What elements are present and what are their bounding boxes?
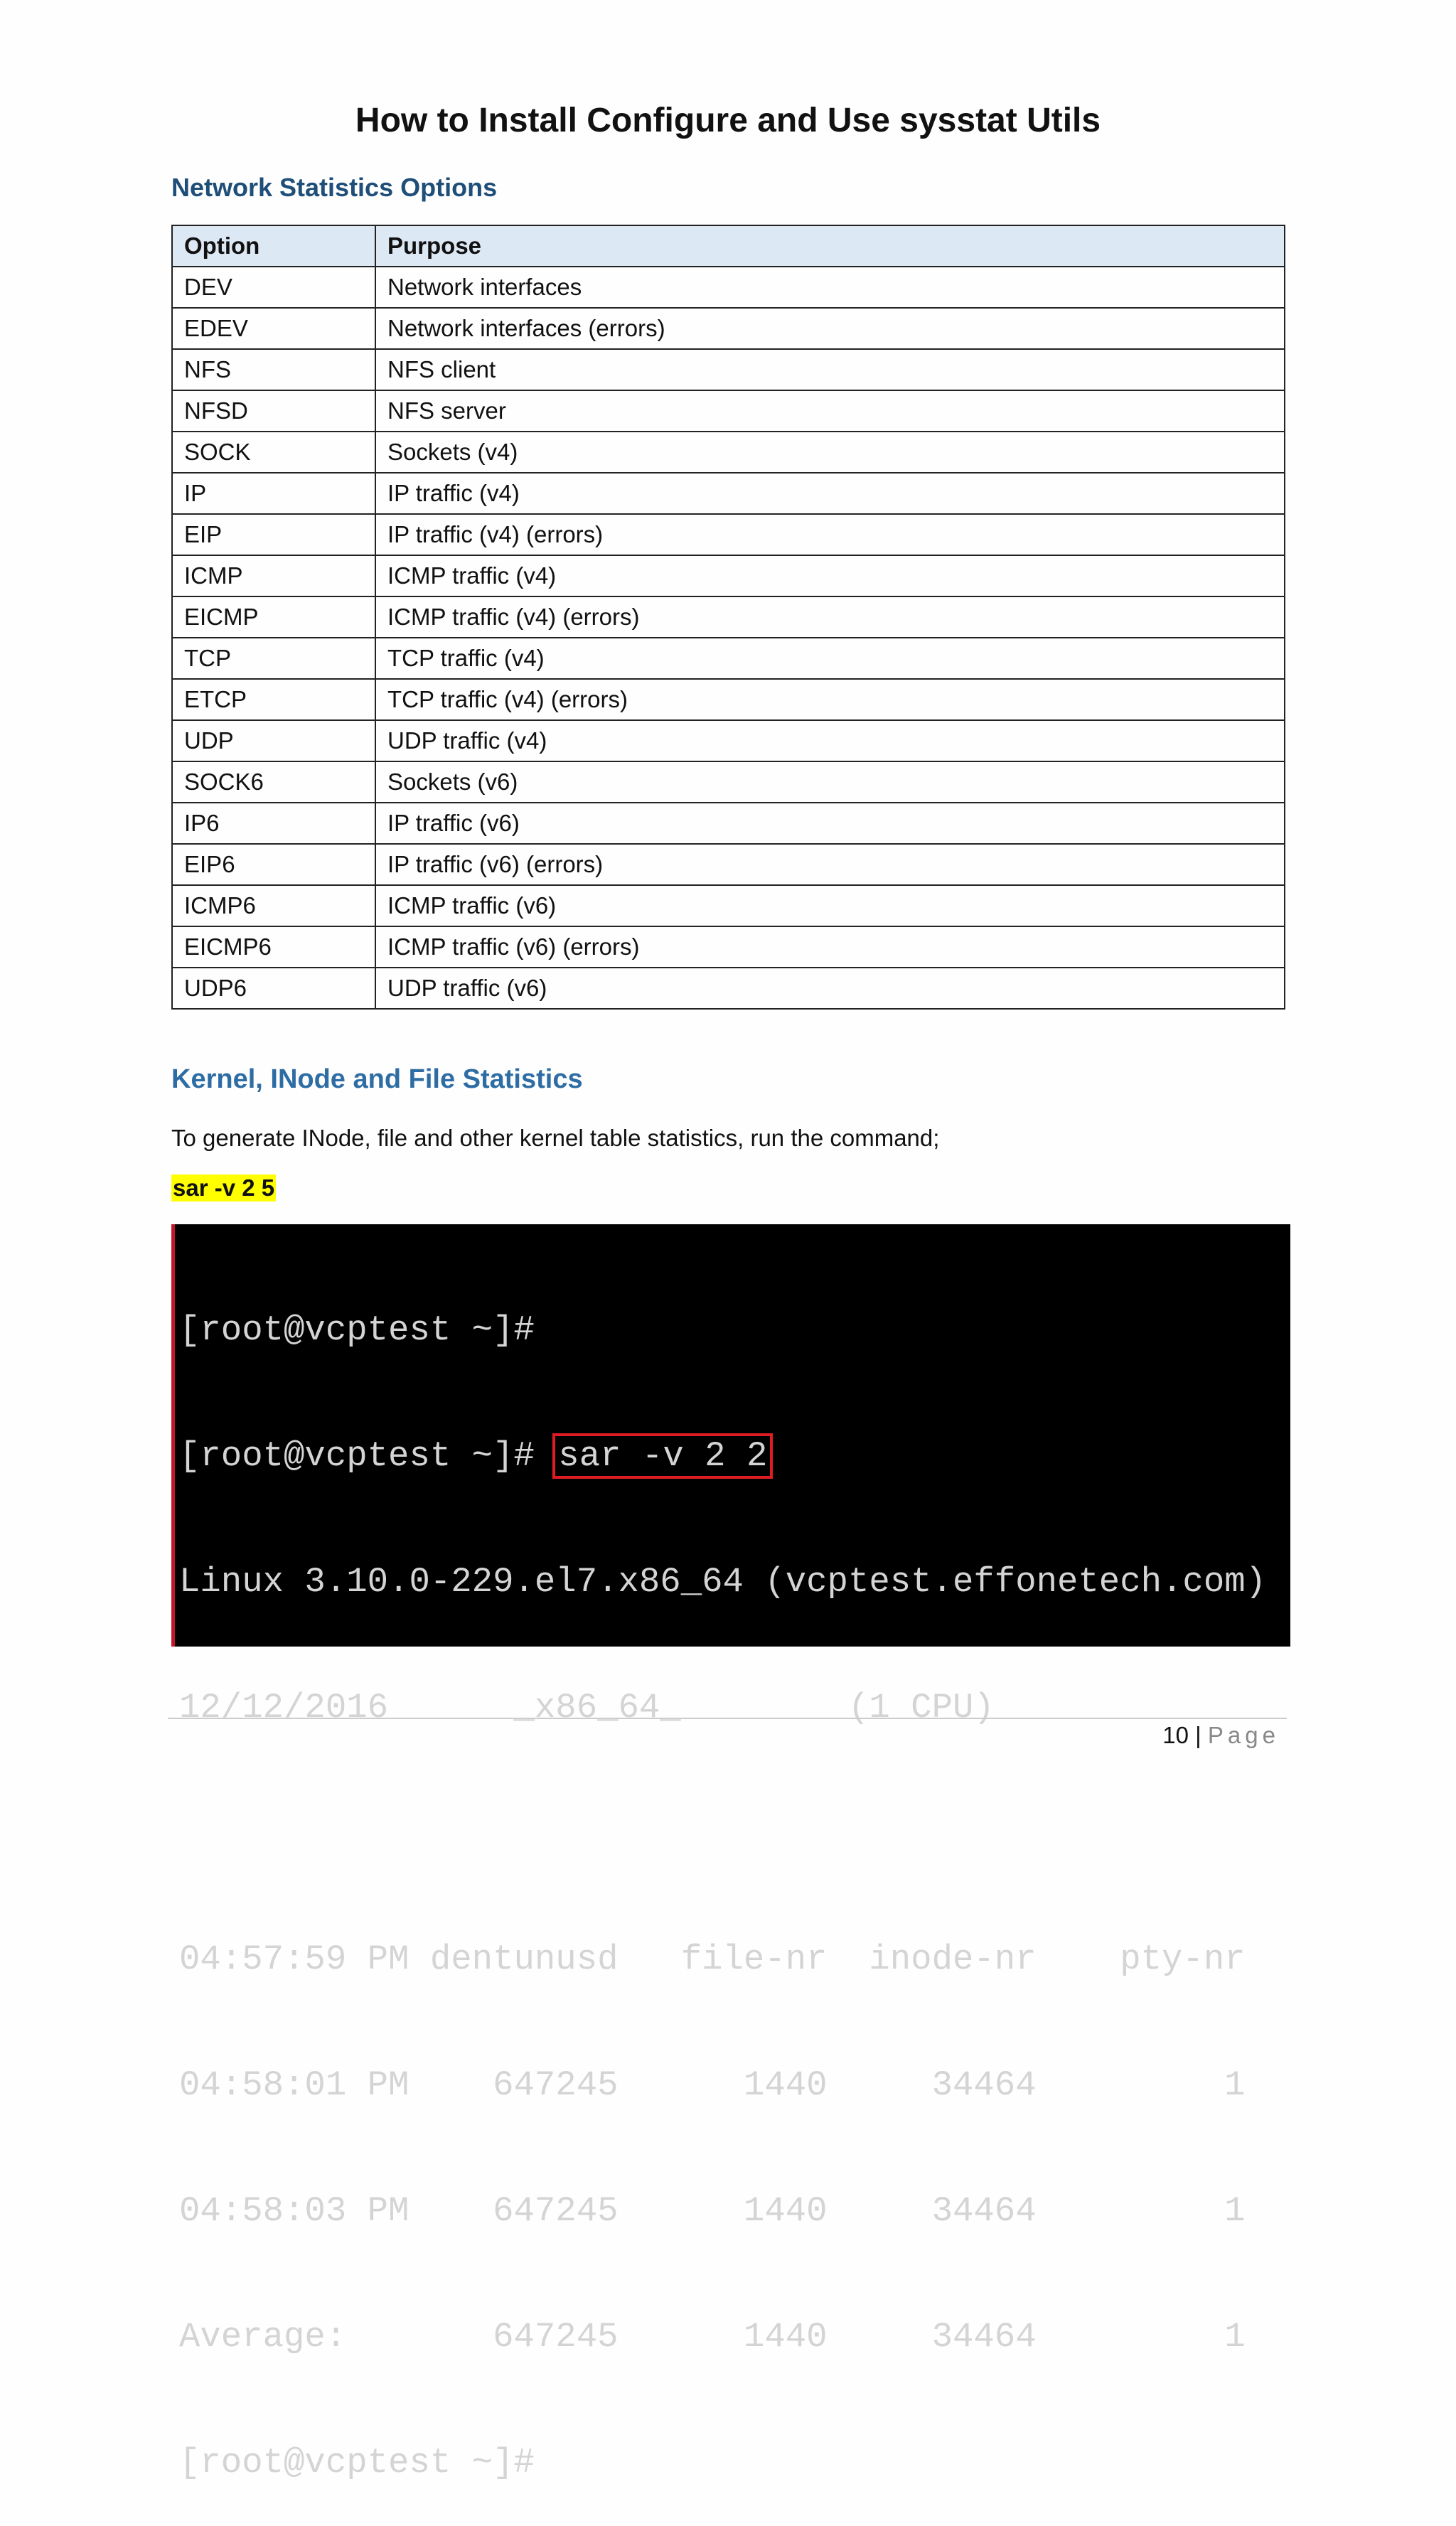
table-row xyxy=(172,555,1285,596)
terminal-line: Average: 647245 1440 34464 1 xyxy=(179,2317,1246,2357)
option-cell: EDEV xyxy=(172,308,375,349)
purpose-cell: Network interfaces xyxy=(375,267,1285,308)
purpose-cell: ICMP traffic (v6) (errors) xyxy=(375,926,1285,968)
table-row xyxy=(172,968,1285,1009)
instruction-paragraph: To generate INode, file and other kernel table statistics, run the command; xyxy=(171,1125,940,1151)
purpose-cell: Sockets (v6) xyxy=(375,761,1285,803)
option-cell: EICMP xyxy=(172,596,375,638)
terminal-line: [root@vcptest ~]# xyxy=(179,1310,535,1350)
purpose-cell: ICMP traffic (v6) xyxy=(375,885,1285,926)
terminal-prompt: [root@vcptest ~]# xyxy=(179,1436,556,1476)
table-row xyxy=(172,885,1285,926)
purpose-cell: IP traffic (v6) (errors) xyxy=(375,844,1285,885)
purpose-cell: ICMP traffic (v4) xyxy=(375,555,1285,596)
terminal-line: 04:58:03 PM 647245 1440 34464 1 xyxy=(179,2191,1246,2231)
section-heading-kernel: Kernel, INode and File Statistics xyxy=(171,1064,583,1094)
option-cell: NFSD xyxy=(172,390,375,432)
document-title: How to Install Configure and Use sysstat Utils xyxy=(355,102,1101,139)
highlighted-sar-command: sar -v 2 2 xyxy=(555,1436,770,1476)
footer-separator: | xyxy=(1195,1722,1201,1748)
purpose-cell: NFS server xyxy=(375,390,1285,432)
footer-divider xyxy=(168,1718,1287,1719)
table-row xyxy=(172,803,1285,844)
column-header-purpose: Purpose xyxy=(375,225,1285,267)
purpose-cell: Sockets (v4) xyxy=(375,432,1285,473)
terminal-line: [root@vcptest ~]# xyxy=(179,2443,535,2483)
section-heading-network: Network Statistics Options xyxy=(171,173,498,202)
table-row xyxy=(172,638,1285,679)
terminal-line: 12/12/2016 _x86_64_ (1 CPU) xyxy=(179,1688,995,1728)
option-cell: EIP6 xyxy=(172,844,375,885)
option-cell: ICMP6 xyxy=(172,885,375,926)
column-header-option: Option xyxy=(172,225,375,267)
option-cell: EICMP6 xyxy=(172,926,375,968)
terminal-line: 04:57:59 PM dentunusd file-nr inode-nr pty-nr xyxy=(179,1939,1246,1979)
option-cell: IP xyxy=(172,473,375,514)
page-number: 10 xyxy=(1162,1722,1189,1748)
purpose-cell: TCP traffic (v4) (errors) xyxy=(375,679,1285,720)
option-cell: DEV xyxy=(172,267,375,308)
purpose-cell: IP traffic (v4) (errors) xyxy=(375,514,1285,555)
purpose-cell: UDP traffic (v6) xyxy=(375,968,1285,1009)
purpose-cell: IP traffic (v4) xyxy=(375,473,1285,514)
purpose-cell: ICMP traffic (v4) (errors) xyxy=(375,596,1285,638)
purpose-cell: IP traffic (v6) xyxy=(375,803,1285,844)
option-cell: IP6 xyxy=(172,803,375,844)
option-cell: SOCK6 xyxy=(172,761,375,803)
table-header-row xyxy=(172,225,1285,267)
purpose-cell: NFS client xyxy=(375,349,1285,390)
terminal-line xyxy=(179,1813,1290,1855)
table-row xyxy=(172,596,1285,638)
purpose-cell: UDP traffic (v4) xyxy=(375,720,1285,761)
table-row xyxy=(172,473,1285,514)
table-row xyxy=(172,390,1285,432)
table-row xyxy=(172,432,1285,473)
option-cell: ICMP xyxy=(172,555,375,596)
terminal-line: Linux 3.10.0-229.el7.x86_64 (vcptest.effonetech.com) xyxy=(179,1562,1267,1602)
option-cell: EIP xyxy=(172,514,375,555)
purpose-cell: Network interfaces (errors) xyxy=(375,308,1285,349)
option-cell: ETCP xyxy=(172,679,375,720)
page-footer xyxy=(1162,1722,1280,1749)
table-row xyxy=(172,720,1285,761)
option-cell: UDP xyxy=(172,720,375,761)
option-cell: SOCK xyxy=(172,432,375,473)
table-row xyxy=(172,514,1285,555)
option-cell: TCP xyxy=(172,638,375,679)
table-row xyxy=(172,926,1285,968)
option-cell: NFS xyxy=(172,349,375,390)
table-row xyxy=(172,679,1285,720)
table-row xyxy=(172,844,1285,885)
table-row xyxy=(172,308,1285,349)
table-row xyxy=(172,349,1285,390)
table-row xyxy=(172,761,1285,803)
network-options-table xyxy=(171,225,1285,1010)
page-label: Page xyxy=(1207,1722,1280,1748)
terminal-line xyxy=(179,1435,1290,1477)
purpose-cell: TCP traffic (v4) xyxy=(375,638,1285,679)
highlighted-command: sar -v 2 5 xyxy=(173,1174,275,1201)
option-cell: UDP6 xyxy=(172,968,375,1009)
table-row xyxy=(172,267,1285,308)
terminal-line: 04:58:01 PM 647245 1440 34464 1 xyxy=(179,2065,1246,2105)
